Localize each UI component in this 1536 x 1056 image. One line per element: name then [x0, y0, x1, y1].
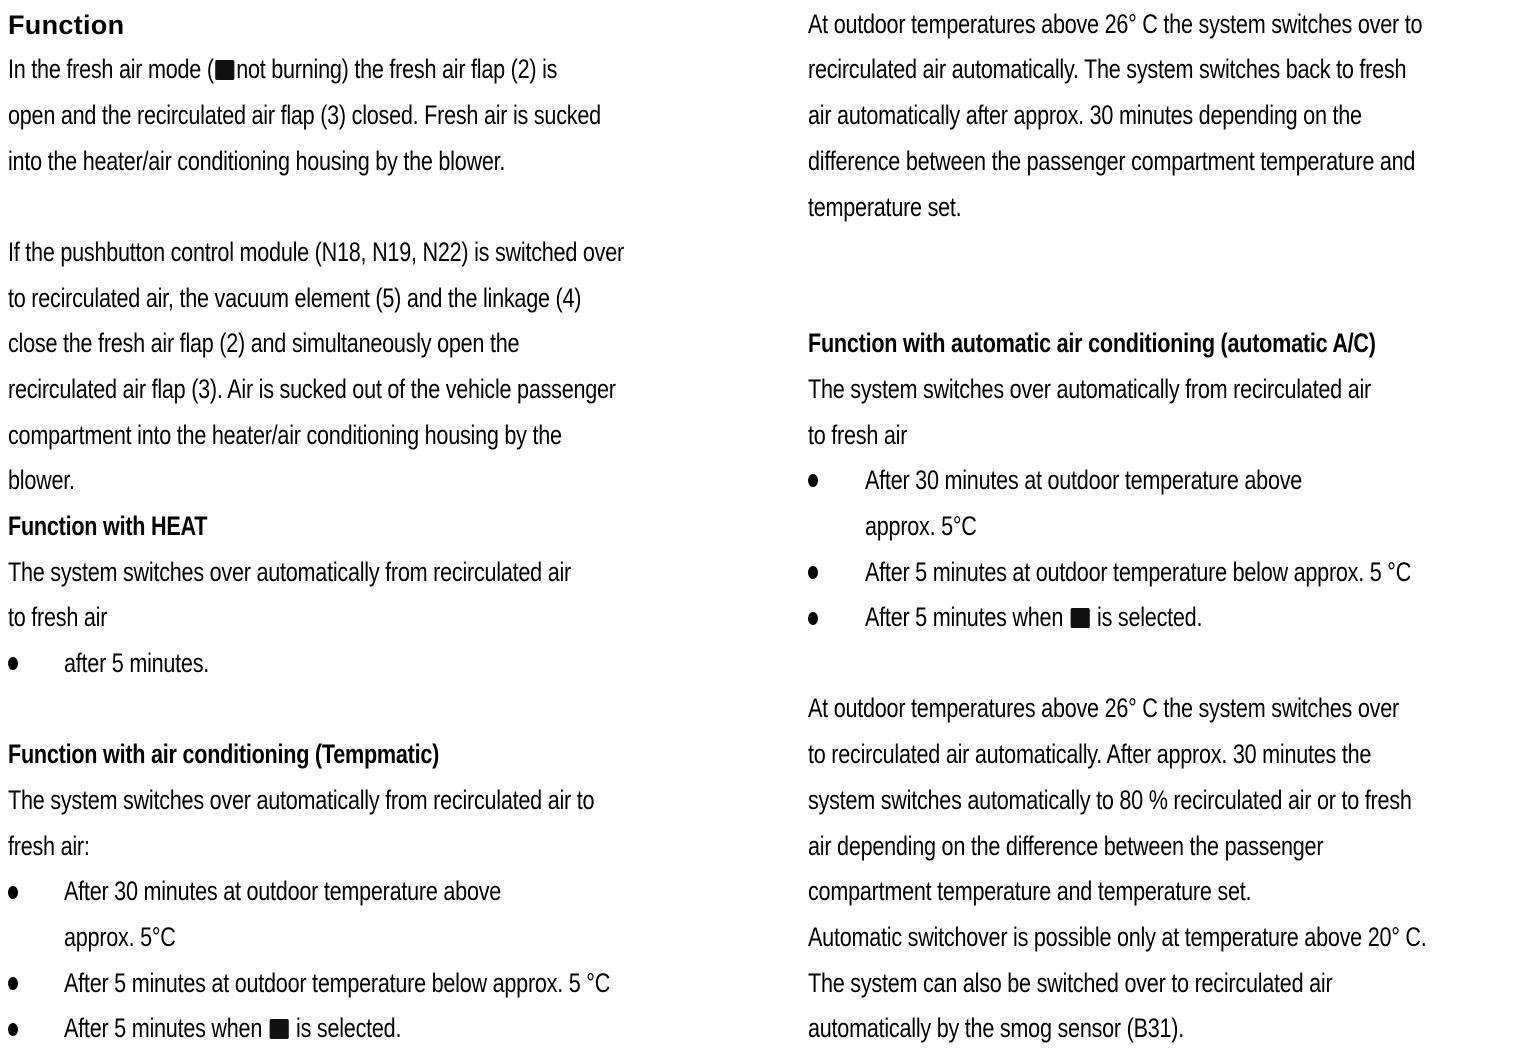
paragraph-line: The system switches over automatically from recirculated air [8, 557, 571, 587]
paragraph-line: recirculated air automatically. The system switches back to fresh [808, 54, 1407, 84]
list-item-continuation: approx. 5°C [865, 511, 977, 541]
paragraph-line: difference between the passenger compartment temperature and [808, 146, 1416, 176]
paragraph-line: compartment temperature and temperature set. [808, 876, 1252, 906]
bullet-icon [8, 1023, 18, 1036]
paragraph-line: air automatically after approx. 30 minutes depending on the [808, 100, 1362, 130]
paragraph-line: system switches automatically to 80 % recirculated air or to fresh [808, 785, 1412, 815]
paragraph-line: automatically by the smog sensor (B31). [808, 1013, 1185, 1043]
paragraph-line: open and the recirculated air flap (3) closed. Fresh air is sucked [8, 100, 601, 130]
paragraph-line: compartment into the heater/air conditioning housing by the [8, 420, 562, 450]
paragraph-line: The system can also be switched over to recirculated air [808, 968, 1333, 998]
list-item: After 5 minutes when is selected. [865, 602, 1203, 632]
button-icon [269, 1019, 288, 1039]
section-title: Function [8, 10, 125, 40]
paragraph-line: blower. [8, 465, 75, 495]
recirculation-button-icon [215, 60, 234, 80]
paragraph-line: At outdoor temperatures above 26° C the system switches over [808, 693, 1399, 723]
bullet-icon [808, 474, 818, 487]
paragraph-line: close the fresh air flap (2) and simultaneously open the [8, 328, 520, 358]
bullet-icon [8, 977, 18, 990]
list-item: After 30 minutes at outdoor temperature above [64, 876, 502, 906]
button-icon [1070, 608, 1089, 628]
list-item: After 5 minutes at outdoor temperature below approx. 5 °C [64, 968, 611, 998]
paragraph-line: to recirculated air automatically. After approx. 30 minutes the [808, 739, 1372, 769]
bullet-icon [808, 612, 818, 625]
paragraph-line: Automatic switchover is possible only at temperature above 20° C. [808, 922, 1427, 952]
heading-tempmatic: Function with air conditioning (Tempmatic) [8, 739, 440, 769]
list-item: After 30 minutes at outdoor temperature above [865, 465, 1303, 495]
list-item: After 5 minutes when is selected. [64, 1013, 402, 1043]
heading-heat: Function with HEAT [8, 511, 208, 541]
list-item: After 5 minutes at outdoor temperature below approx. 5 °C [865, 557, 1412, 587]
paragraph-line: fresh air: [8, 831, 90, 861]
list-item: after 5 minutes. [64, 648, 210, 678]
paragraph-line: to recirculated air, the vacuum element (5) and the linkage (4) [8, 283, 582, 313]
paragraph-line: If the pushbutton control module (N18, N19, N22) is switched over [8, 237, 624, 267]
bullet-icon [808, 566, 818, 579]
bullet-icon [8, 657, 18, 670]
paragraph-line: recirculated air flap (3). Air is sucked out of the vehicle passenger [8, 374, 616, 404]
paragraph-line: In the fresh air mode ( not burning) the fresh air flap (2) is [8, 54, 558, 84]
list-item-continuation: approx. 5°C [64, 922, 176, 952]
bullet-icon [8, 886, 18, 899]
paragraph-line: to fresh air [808, 420, 908, 450]
paragraph-line: air depending on the difference between the passenger [808, 831, 1324, 861]
paragraph-line: The system switches over automatically from recirculated air [808, 374, 1371, 404]
paragraph-line: temperature set. [808, 192, 962, 222]
paragraph-line: The system switches over automatically from recirculated air to [8, 785, 595, 815]
paragraph-line: into the heater/air conditioning housing by the blower. [8, 146, 506, 176]
paragraph-line: to fresh air [8, 602, 108, 632]
heading-automatic-ac: Function with automatic air conditioning (automatic A/C) [808, 328, 1376, 358]
paragraph-line: At outdoor temperatures above 26° C the system switches over to [808, 9, 1423, 39]
